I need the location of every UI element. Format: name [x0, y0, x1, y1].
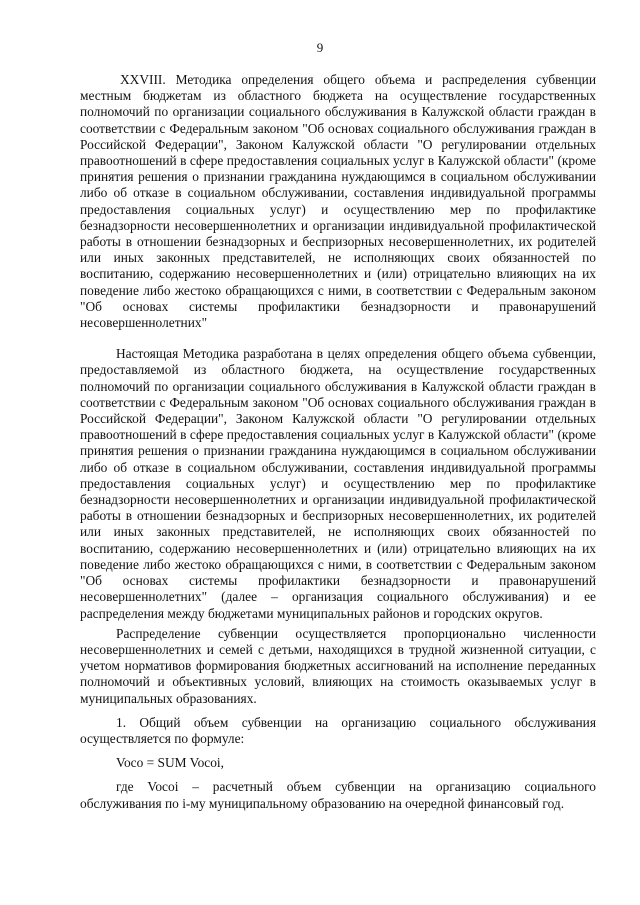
paragraph-purpose: Настоящая Методика разработана в целях определения общего объема субвенции, предоставляемой из областного бюджета, на осуществление государственных полномочий по организации социального обслуживания в Калужской области граждан в соответствии с Федеральным законом "Об основах социального обслуживания граждан в Российской Федерации", Законом Калужской области "О регулировании отдельных правоотношений в сфере предоставления социальных услуг в Калужской области" (кроме принятия решения о признании гражданина нуждающимся в социальном обслуживании либо об отказе в социальном обслуживании, составления индивидуальной программы предоставления социальных услуг) и осуществлению мер по профилактике безнадзорности несовершеннолетних и организации индивидуальной профилактической работы в отношении безнадзорных и беспризорных несовершеннолетних, их родителей или иных законных представителей, не исполняющих своих обязанностей по воспитанию, содержанию несовершеннолетних и (или) отрицательно влияющих на их поведение либо жестоко обращающихся с ними, в соответствии с Федеральным законом "Об основах системы профилактики безнадзорности и правонарушений несовершеннолетних" (далее – организация социального обслуживания) и ее распределения между бюджетами муниципальных районов и городских округов. — [80, 346, 596, 621]
paragraph-general-volume: 1. Общий объем субвенции на организацию социального обслуживания осуществляется по формуле: — [80, 714, 596, 746]
paragraph-definition: где Vocoi – расчетный объем субвенции на организацию социального обслуживания по i-му муниципальному образованию на очередной финансовый год. — [80, 779, 596, 811]
paragraph-distribution: Распределение субвенции осуществляется пропорционально численности несовершеннолетних и семей с детьми, находящихся в трудной жизненной ситуации, с учетом нормативов формирования бюджетных ассигнований на исполнение переданных полномочий и объективных условий, влияющих на стоимость оказываемых услуг в муниципальных образованиях. — [80, 625, 596, 706]
formula-total-volume: Voco = SUM Vocoi, — [116, 755, 224, 771]
document-body — [80, 72, 596, 812]
section-heading: XXVIII. Методика определения общего объема и распределения субвенции местным бюджетам из областного бюджета на осуществление государственных полномочий по организации социального обслуживания в Калужской области граждан в соответствии с Федеральным законом "Об основах социального обслуживания граждан в Российской Федерации", Законом Калужской области "О регулировании отдельных правоотношений в сфере предоставления социальных услуг в Калужской области" (кроме принятия решения о признании гражданина нуждающимся в социальном обслуживании либо об отказе в социальном обслуживании, составления индивидуальной программы предоставления социальных услуг) и осуществлению мер по профилактике безнадзорности несовершеннолетних и организации индивидуальной профилактической работы в отношении безнадзорных и беспризорных несовершеннолетних, их родителей или иных законных представителей, не исполняющих своих обязанностей по воспитанию, содержанию несовершеннолетних и (или) отрицательно влияющих на их поведение либо жестоко обращающихся с ними, в соответствии с Федеральным законом "Об основах системы профилактики безнадзорности и правонарушений несовершеннолетних" — [80, 72, 596, 331]
page-number: 9 — [316, 40, 324, 55]
